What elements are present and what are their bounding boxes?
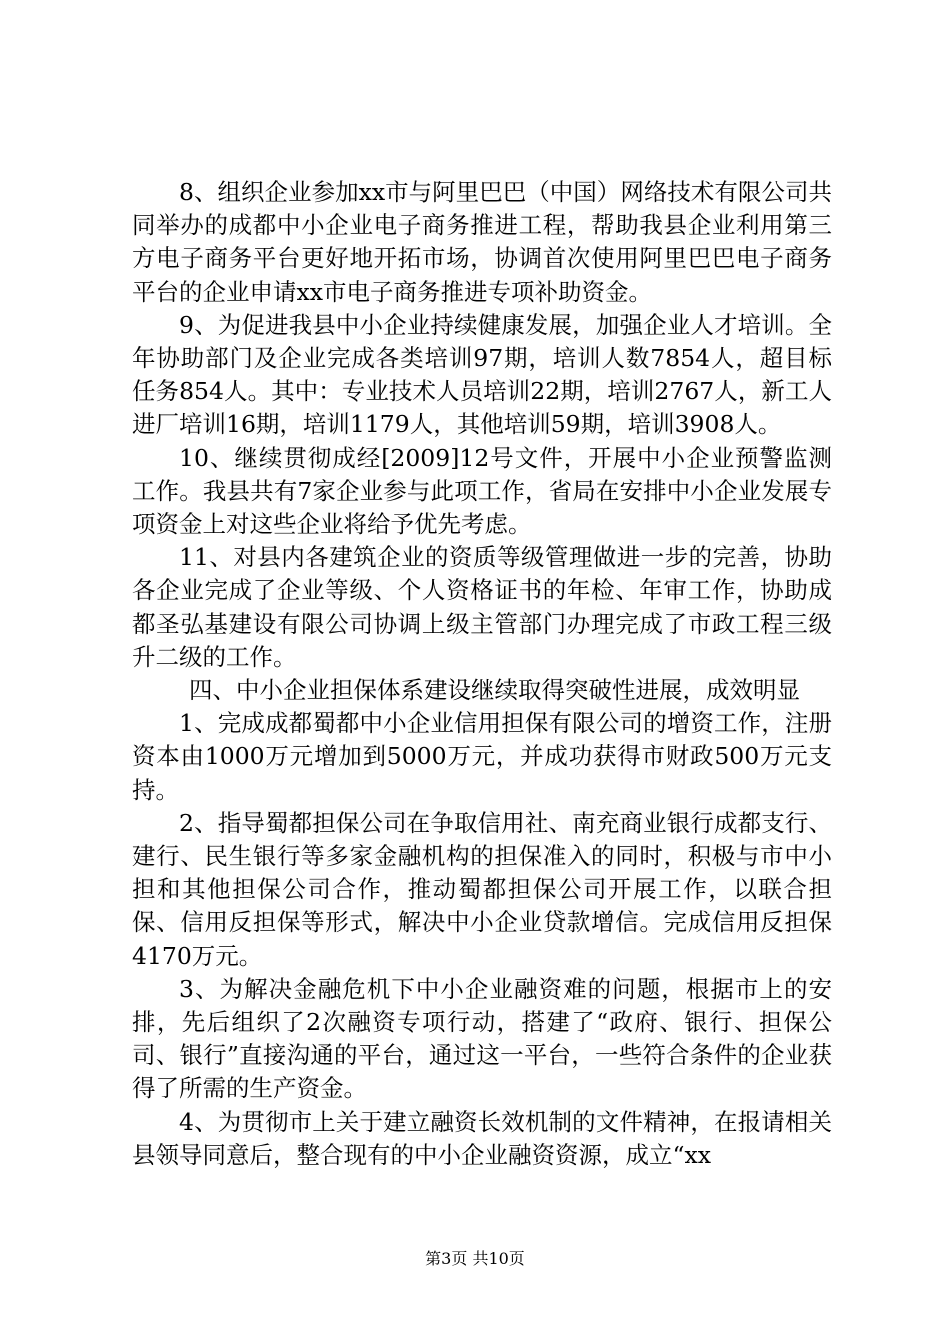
page-footer: 第3页 共10页 [425,1249,525,1268]
document-body [132,176,832,1172]
paragraph-section4-3: 3、为解决金融危机下中小企业融资难的问题，根据市上的安排，先后组织了2次融资专项行动，搭建了“政府、银行、担保公司、银行”直接沟通的平台，通过这一平台，一些符合条件的企业获得了所需的生产资金。 [132,974,832,1103]
paragraph-section4-2: 2、指导蜀都担保公司在争取信用社、南充商业银行成都支行、建行、民生银行等多家金融机构的担保准入的同时，积极与市中小担和其他担保公司合作，推动蜀都担保公司开展工作，以联合担保、信用反担保等形式，解决中小企业贷款增信。完成信用反担保4170万元。 [132,808,832,970]
paragraph-section4-1: 1、完成成都蜀都中小企业信用担保有限公司的增资工作，注册资本由1000万元增加到5000万元，并成功获得市财政500万元支持。 [132,709,832,804]
paragraph-8: 8、组织企业参加xx市与阿里巴巴（中国）网络技术有限公司共同举办的成都中小企业电子商务推进工程，帮助我县企业利用第三方电子商务平台更好地开拓市场，协调首次使用阿里巴巴电子商务平台的企业申请xx市电子商务推进专项补助资金。 [132,178,832,306]
paragraph-section4-4: 4、为贯彻市上关于建立融资长效机制的文件精神，在报请相关县领导同意后，整合现有的中小企业融资资源，成立“xx [132,1107,832,1169]
paragraph-11: 11、对县内各建筑企业的资质等级管理做进一步的完善，协助各企业完成了企业等级、个人资格证书的年检、年审工作，协助成都圣弘基建设有限公司协调上级主管部门办理完成了市政工程三级升二级的工作。 [132,543,832,671]
section-heading-4: 四、中小企业担保体系建设继续取得突破性进展，成效明显 [189,676,800,705]
paragraph-9: 9、为促进我县中小企业持续健康发展，加强企业人才培训。全年协助部门及企业完成各类培训97期，培训人数7854人，超目标任务854人。其中：专业技术人员培训22期，培训2767人，新工人进厂培训16期，培训1179人，其他培训59期，培训3908人。 [132,310,832,439]
paragraph-10: 10、继续贯彻成经[2009]12号文件，开展中小企业预警监测工作。我县共有7家企业参与此项工作，省局在安排中小企业发展专项资金上对这些企业将给予优先考虑。 [132,443,832,539]
